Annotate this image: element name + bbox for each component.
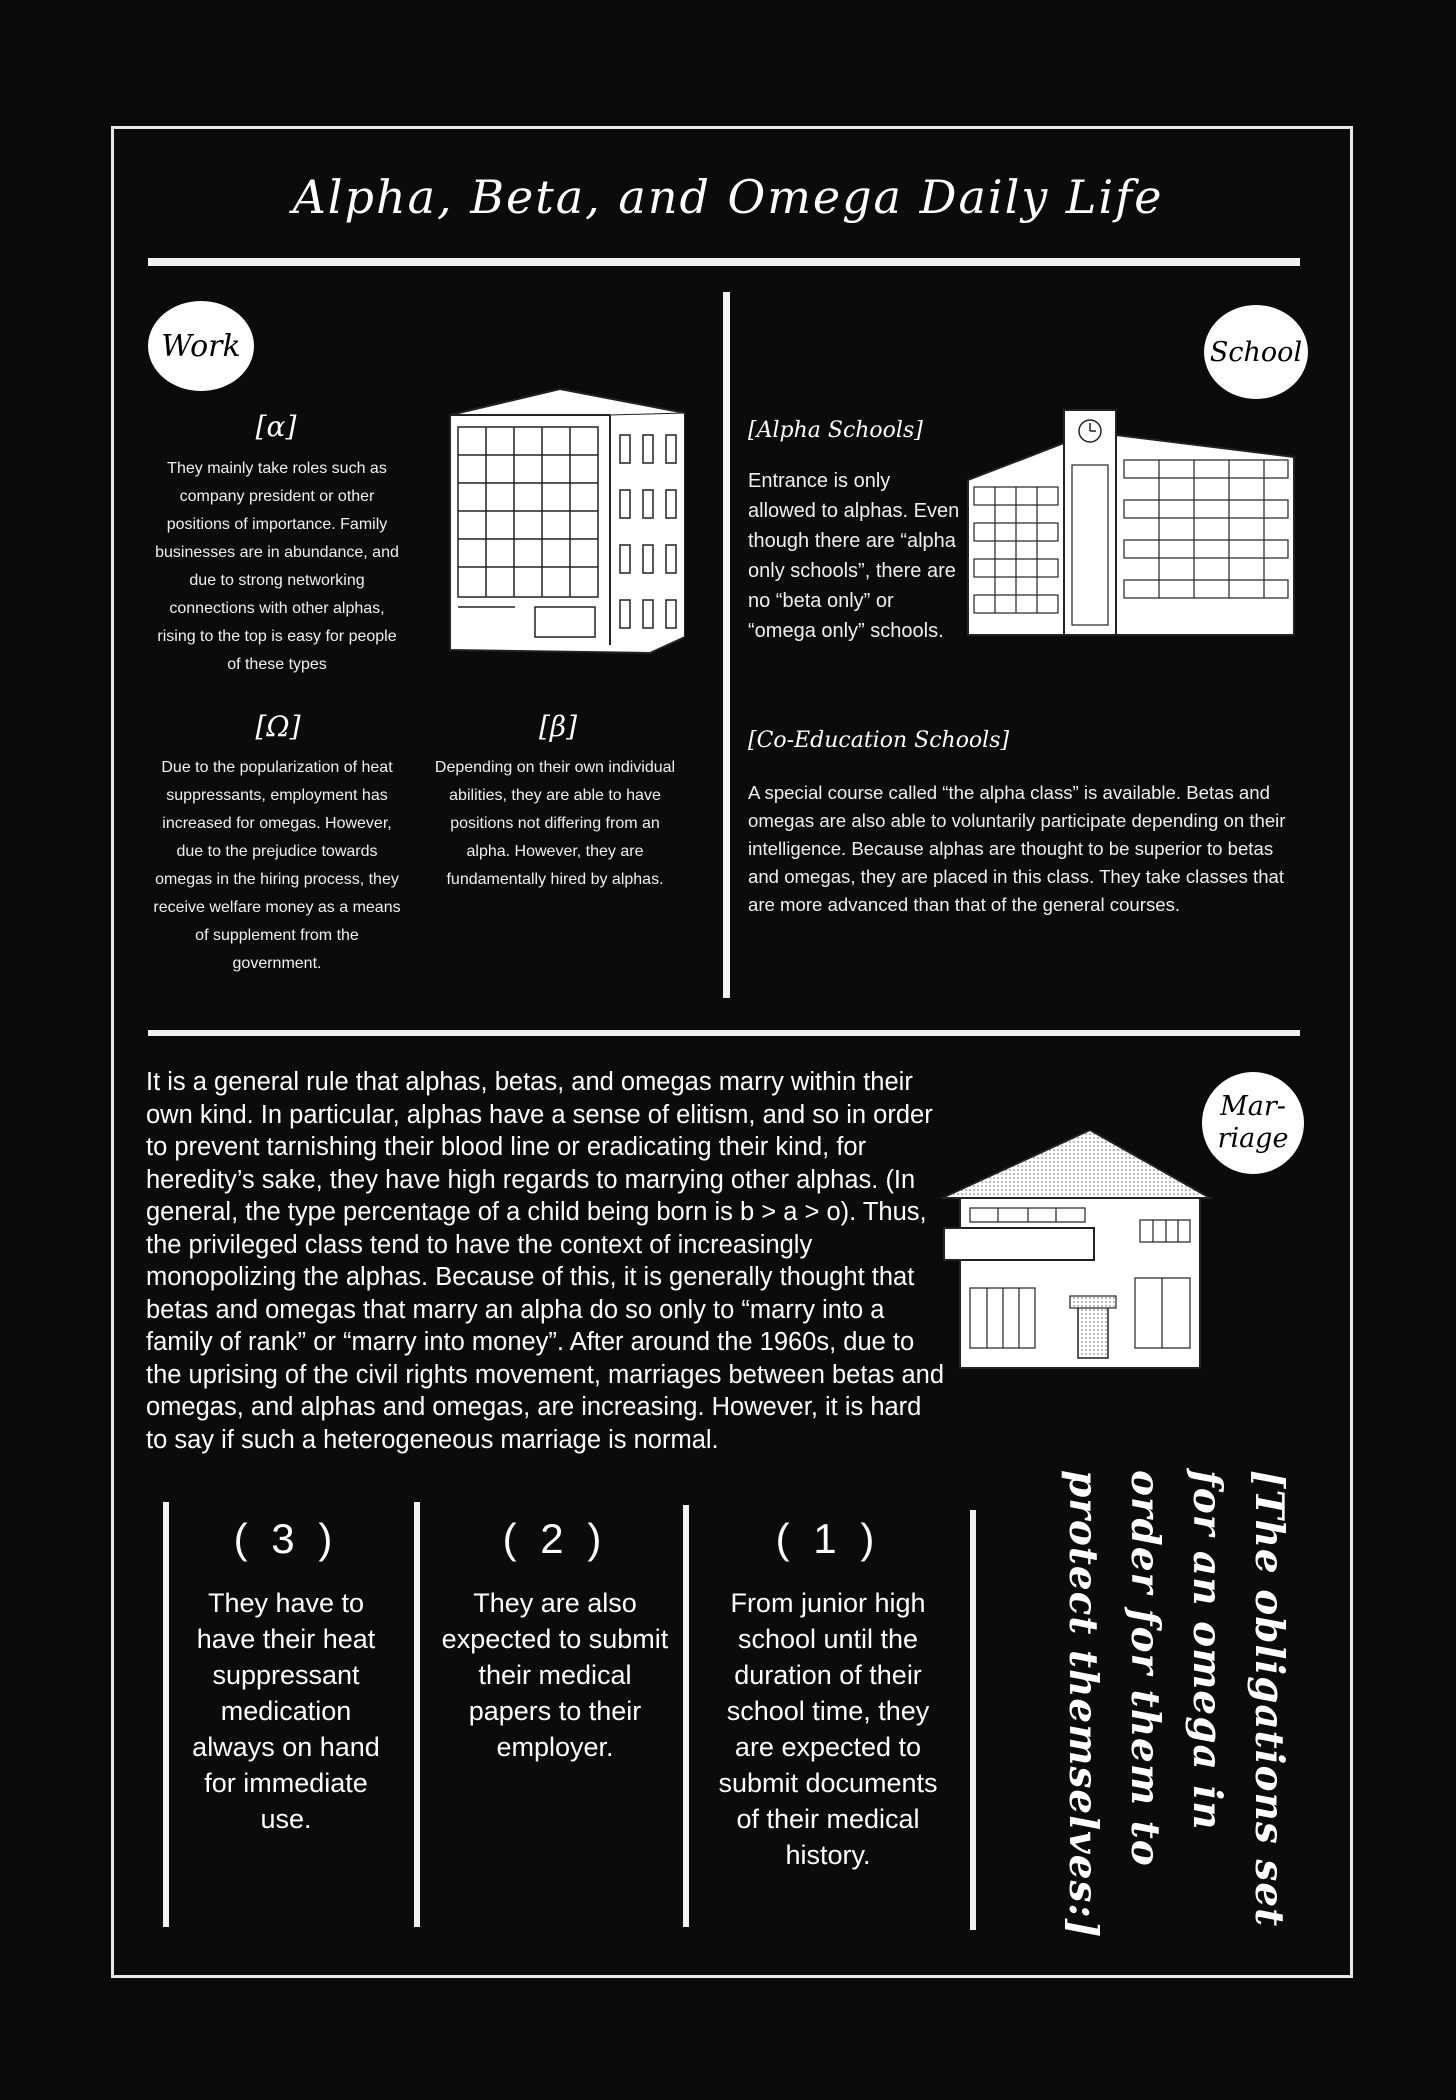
obligations-heading: [The obligations set for an omega in order for them to protect themselves:] — [1060, 1470, 1292, 1939]
obligation-divider-3 — [683, 1505, 689, 1927]
obligation-1-number: ( 1 ) — [775, 1515, 881, 1562]
omega-work-text: Due to the popularization of heat suppressants, employment has increased for omegas. However, due to the prejudice towards omegas in the hiring process, they receive welfare money as a means of supplement from the government. — [153, 759, 401, 972]
school-badge: School — [1204, 305, 1308, 399]
marriage-badge-line1: Mar- — [1220, 1091, 1286, 1122]
obligation-divider-1 — [163, 1502, 169, 1927]
house-illustration — [940, 1128, 1215, 1373]
obligation-1-text: From junior high school until the duration of their school time, they are expected to submit documents of their medical history. — [718, 1588, 938, 1870]
obligation-2-number: ( 2 ) — [502, 1515, 608, 1562]
omega-work-header: [Ω] — [255, 710, 301, 743]
obligation-divider-2 — [414, 1502, 420, 1927]
alpha-schools-header: [Alpha Schools] — [748, 418, 923, 443]
obligation-3-text: They have to have their heat suppressant medication always on hand for immediate use. — [192, 1588, 380, 1834]
work-badge: Work — [148, 301, 254, 391]
marriage-text: It is a general rule that alphas, betas, and omegas marry within their own kind. In particular, alphas have a sense of elitism, and so in order to prevent tarnishing their blood line or eradicating their kind, for heredity’s sake, they have high regards to marrying other alphas. (In general, the type percentage of a child being born is b > a > o). Thus, the privileged class tend to have the context of increasingly monopolizing the alphas. Because of this, it is generally thought that betas and omegas that marry an alpha do so only to “marry into a family of rank” or “marry into money”. After around the 1960s, due to the uprising of the civil rights movement, marriages between betas and omegas, and alphas and omegas, are increasing. However, it is hard to say if such a heterogeneous marriage is normal. — [146, 1068, 944, 1454]
office-building-illustration — [440, 375, 685, 660]
work-school-divider — [723, 292, 730, 998]
page-title: Alpha, Beta, and Omega Daily Life — [292, 170, 1164, 224]
alpha-schools-text: Entrance is only allowed to alphas. Even though there are “alpha only schools”, there are no “beta only” or “omega only” schools. — [748, 470, 960, 642]
beta-work-header: [β] — [538, 710, 578, 743]
school-building-illustration — [964, 405, 1297, 640]
beta-work-text: Depending on their own individual abilities, they are able to have positions not differing from an alpha. However, they are fundamentally hired by alphas. — [434, 759, 676, 888]
marriage-badge — [1202, 1072, 1304, 1174]
marriage-badge-line2: riage — [1217, 1123, 1289, 1154]
obligation-3-number: ( 3 ) — [233, 1515, 339, 1562]
obligation-2-text: They are also expected to submit their medical papers to their employer. — [441, 1588, 669, 1762]
obligation-divider-4 — [970, 1510, 976, 1930]
coed-schools-text: A special course called “the alpha class” is available. Betas and omegas are also able to voluntarily participate depending on their intelligence. Because alphas are thought to be superior to betas and omegas, they are placed in this class. They take classes that are more advanced than that of the general courses. — [748, 782, 1286, 915]
alpha-work-text: They mainly take roles such as company president or other positions of importance. Family businesses are in abundance, and due to strong networking connections with other alphas, rising to the top is easy for people of these types — [155, 460, 399, 673]
title-divider — [148, 258, 1300, 266]
marriage-divider — [148, 1030, 1300, 1036]
alpha-work-header: [α] — [255, 410, 297, 443]
coed-schools-header: [Co-Education Schools] — [748, 728, 1010, 753]
